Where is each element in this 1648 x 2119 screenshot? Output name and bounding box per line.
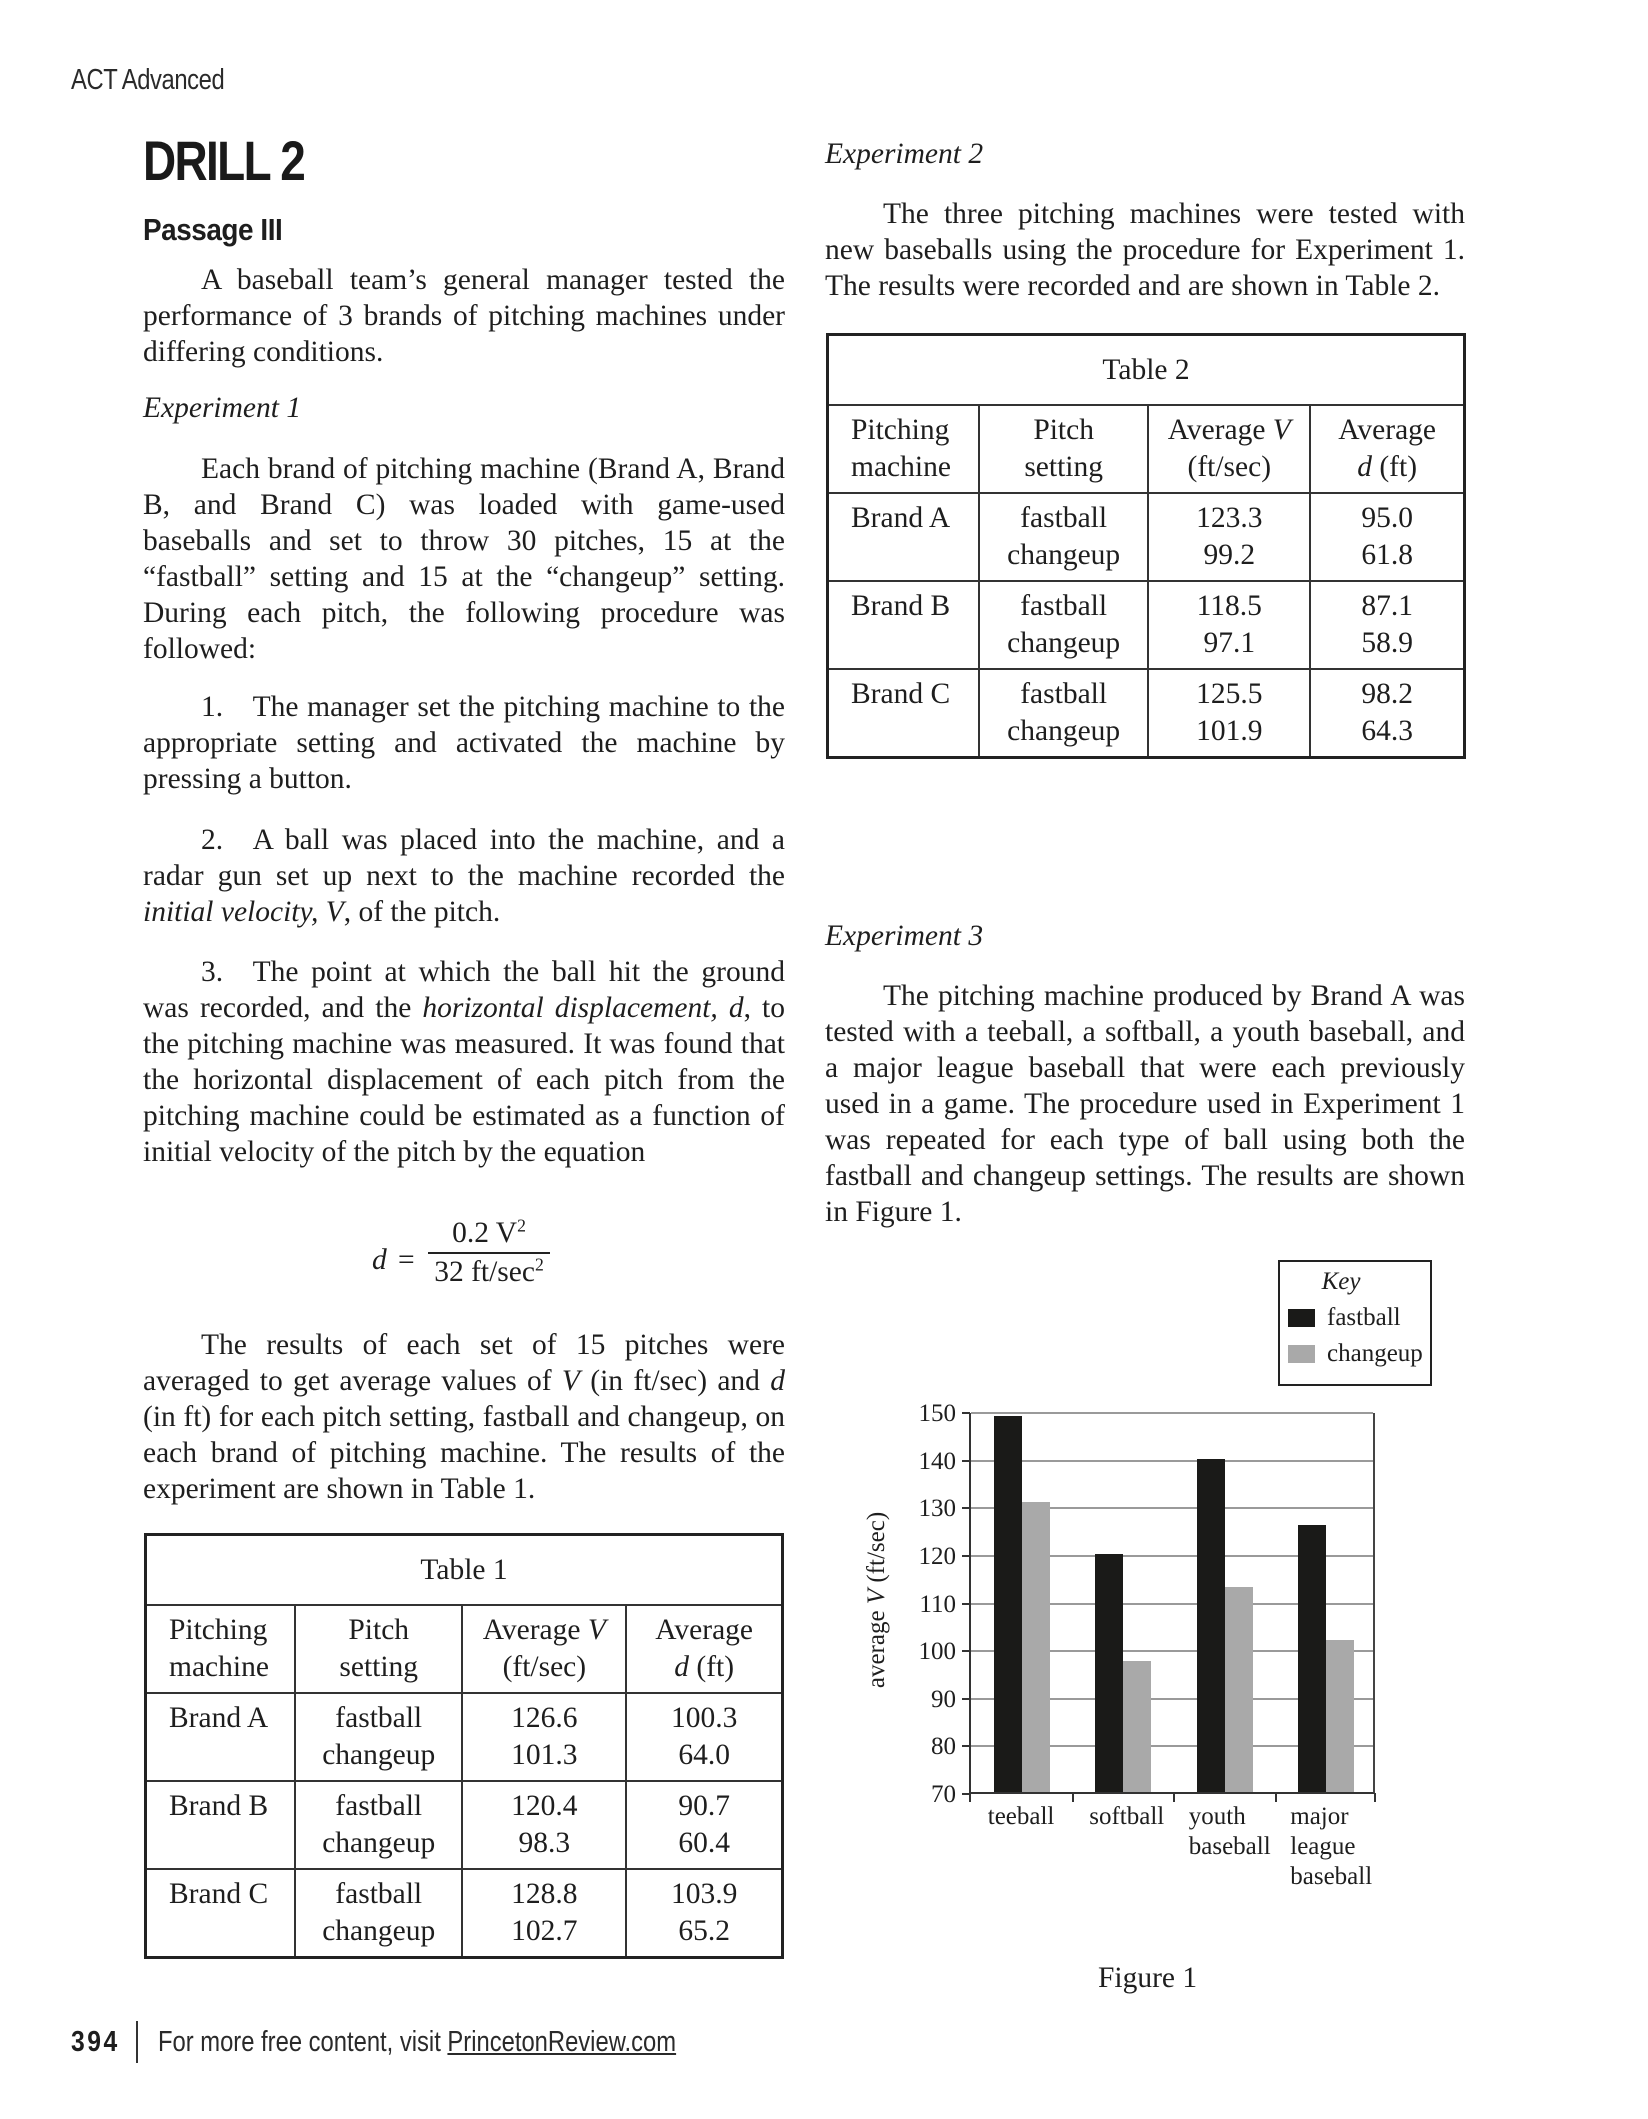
cell-setting: fastball changeup	[979, 669, 1148, 758]
step2-text-b: , of the pitch.	[343, 896, 501, 928]
table-caption: Table 2	[828, 335, 1465, 406]
experiment1-para2	[143, 1327, 785, 1507]
procedure-step-1	[143, 689, 785, 797]
legend-item-fastball	[1280, 1300, 1430, 1336]
bar-fastball	[1095, 1554, 1123, 1792]
header-avg-d: Average d (ft)	[1310, 405, 1464, 493]
experiment1-para1-block	[143, 451, 785, 667]
cell-v: 126.6 101.3	[462, 1693, 626, 1781]
y-tick	[962, 1555, 970, 1557]
table-row	[828, 581, 1465, 669]
step2-text	[143, 822, 785, 930]
y-tick-label: 80	[931, 1733, 956, 1761]
equation-equals: =	[398, 1244, 415, 1276]
cell-setting: fastball changeup	[295, 1693, 462, 1781]
bar-fastball	[1298, 1525, 1326, 1792]
passage-title: Passage III	[143, 212, 283, 247]
cell-v: 118.5 97.1	[1148, 581, 1310, 669]
header-avg-v: Average V (ft/sec)	[462, 1605, 626, 1693]
y-axis-title: average V (ft/sec)	[863, 1511, 890, 1689]
cell-machine: Brand B	[828, 581, 980, 669]
equation-lhs: d	[372, 1244, 387, 1276]
x-tick	[1275, 1793, 1277, 1802]
y-tick	[962, 1412, 970, 1414]
bar-changeup	[1326, 1640, 1354, 1792]
cell-machine: Brand C	[828, 669, 980, 758]
drill-title: DRILL 2	[143, 129, 305, 192]
header-setting: Pitch setting	[295, 1605, 462, 1693]
cell-d: 95.0 61.8	[1310, 493, 1464, 581]
y-tick	[962, 1460, 970, 1462]
procedure-step-2	[143, 822, 785, 930]
y-tick-label: 90	[931, 1685, 956, 1713]
experiment1-para2-block	[143, 1327, 785, 1507]
numerator-text: 0.2 V	[452, 1217, 518, 1249]
y-tick	[962, 1603, 970, 1605]
para2-c: (in ft) for each pitch setting, fastball and changeup, on each brand of pitching machine. The results of the experiment are shown in Table 1.	[143, 1401, 785, 1505]
bar-fastball	[1197, 1459, 1225, 1792]
bar-changeup	[1225, 1587, 1253, 1792]
step1-text: 1. The manager set the pitching machine to the appropriate setting and activated the machine by pressing a button.	[143, 691, 785, 795]
step2-italic: initial velocity, V	[143, 896, 344, 928]
denominator-text: 32 ft/sec	[434, 1256, 535, 1288]
step3-text	[143, 954, 785, 1170]
y-tick	[962, 1507, 970, 1509]
cell-setting: fastball changeup	[295, 1869, 462, 1958]
experiment2-heading-block	[825, 136, 1465, 172]
y-tick-label: 130	[918, 1495, 956, 1523]
para2-d: d	[770, 1365, 785, 1397]
para2-a: The results of each set of 15 pitches were averaged to get average values of	[143, 1329, 785, 1397]
table-header-row	[146, 1605, 783, 1693]
y-tick-label: 150	[918, 1400, 956, 1427]
plot-area	[969, 1413, 1375, 1794]
bar-fastball	[994, 1416, 1022, 1792]
y-tick-label: 100	[918, 1638, 956, 1666]
x-tick-label: major league baseball	[1290, 1803, 1373, 1890]
x-tick	[1173, 1793, 1175, 1802]
footer-divider	[136, 2021, 138, 2063]
cell-d: 98.2 64.3	[1310, 669, 1464, 758]
princeton-review-link[interactable]: PrincetonReview.com	[447, 2025, 677, 2058]
table-header-row	[828, 405, 1465, 493]
legend-item-changeup	[1280, 1336, 1430, 1372]
cell-v: 128.8 102.7	[462, 1869, 626, 1958]
table-row	[828, 493, 1465, 581]
changeup-swatch-icon	[1288, 1345, 1315, 1363]
para2-b: (in ft/sec) and	[579, 1365, 771, 1397]
experiment3-para: The pitching machine produced by Brand A was tested with a teeball, a softball, a youth baseball, and a major league baseball that were each previously used in a game. The procedure used in Experiment 1 was repeated for each type of ball using both the fastball and changeup settings. The results are shown in Figure 1.	[825, 980, 1465, 1228]
y-tick-label: 120	[918, 1542, 956, 1570]
table-2	[826, 333, 1466, 759]
experiment3-heading: Experiment 3	[825, 920, 984, 952]
gridline	[971, 1412, 1373, 1414]
table-row	[146, 1781, 783, 1869]
cell-setting: fastball changeup	[979, 493, 1148, 581]
header-avg-v: Average V (ft/sec)	[1148, 405, 1310, 493]
page-number: 394	[71, 2025, 120, 2058]
intro-text: A baseball team’s general manager tested the performance of 3 brands of pitching machines under differing conditions.	[143, 264, 785, 368]
footer-text	[158, 2026, 676, 2059]
cell-v: 123.3 99.2	[1148, 493, 1310, 581]
table-row	[146, 1693, 783, 1781]
x-tick	[1072, 1793, 1074, 1802]
experiment2-para: The three pitching machines were tested with new baseballs using the procedure for Experiment 1. The results were recorded and are shown in Table 2.	[825, 198, 1465, 302]
x-tick-label: softball	[1089, 1803, 1165, 1830]
table-1	[144, 1533, 784, 1959]
cell-v: 125.5 101.9	[1148, 669, 1310, 758]
y-tick-label: 110	[919, 1590, 956, 1618]
bar-changeup	[1123, 1661, 1151, 1792]
cell-machine: Brand C	[146, 1869, 296, 1958]
header-machine: Pitching machine	[828, 405, 980, 493]
equation-numerator	[428, 1216, 550, 1254]
step3-italic: horizontal displacement, d	[422, 992, 744, 1024]
chart-legend	[1278, 1260, 1432, 1386]
cell-setting: fastball changeup	[979, 581, 1148, 669]
header-avg-d: Average d (ft)	[626, 1605, 782, 1693]
bar-changeup	[1022, 1502, 1050, 1793]
procedure-step-3	[143, 954, 785, 1170]
table-row	[146, 1869, 783, 1958]
intro-paragraph	[143, 262, 785, 370]
experiment1-para1: Each brand of pitching machine (Brand A, Brand B, and Brand C) was loaded with game-used baseballs and set to throw 30 pitches, 15 at the “fastball” setting and 15 at the “changeup” setting. During each pitch, the following procedure was followed:	[143, 453, 785, 665]
experiment3-heading-block	[825, 918, 1465, 954]
cell-machine: Brand B	[146, 1781, 296, 1869]
footer-text-label: For more free content, visit	[158, 2025, 448, 2058]
cell-machine: Brand A	[828, 493, 980, 581]
step2-text-a: 2. A ball was placed into the machine, and a radar gun set up next to the machine recorded the	[143, 824, 785, 892]
equation-denominator	[428, 1254, 550, 1290]
page-footer	[71, 2022, 790, 2062]
x-tick-label: teeball	[987, 1803, 1055, 1830]
y-tick	[962, 1745, 970, 1747]
cell-d: 103.9 65.2	[626, 1869, 782, 1958]
cell-d: 90.7 60.4	[626, 1781, 782, 1869]
cell-d: 87.1 58.9	[1310, 581, 1464, 669]
step3-text-b: , to the pitching machine was measured. It was found that the horizontal displacement of each pitch from the pitching machine could be estimated as a function of initial velocity of the pitch by the equation	[143, 992, 785, 1168]
gridline	[971, 1460, 1373, 1462]
x-tick-label: youth baseball	[1188, 1803, 1271, 1860]
table-row	[828, 669, 1465, 758]
equation-fraction	[428, 1216, 550, 1290]
running-head: ACT Advanced	[71, 64, 225, 96]
y-tick-label: 140	[918, 1447, 956, 1475]
header-setting: Pitch setting	[979, 405, 1148, 493]
legend-label: fastball	[1327, 1304, 1401, 1331]
table-caption: Table 1	[146, 1535, 783, 1606]
experiment1-heading: Experiment 1	[143, 392, 302, 424]
experiment2-heading: Experiment 2	[825, 138, 984, 170]
y-tick	[962, 1698, 970, 1700]
cell-machine: Brand A	[146, 1693, 296, 1781]
figure-caption: Figure 1	[1098, 1962, 1198, 1994]
experiment1-heading-block	[143, 390, 785, 426]
y-tick	[962, 1650, 970, 1652]
legend-label: changeup	[1327, 1340, 1423, 1367]
cell-d: 100.3 64.0	[626, 1693, 782, 1781]
denominator-exponent: 2	[534, 1254, 544, 1275]
numerator-exponent: 2	[517, 1215, 526, 1236]
fastball-swatch-icon	[1288, 1309, 1315, 1327]
cell-setting: fastball changeup	[295, 1781, 462, 1869]
para2-V: V	[561, 1365, 580, 1397]
cell-v: 120.4 98.3	[462, 1781, 626, 1869]
header-machine: Pitching machine	[146, 1605, 296, 1693]
experiment3-para-block	[825, 978, 1465, 1230]
y-tick-label: 70	[931, 1781, 956, 1808]
legend-title: Key	[1321, 1268, 1361, 1295]
step3-text-a: 3. The point at which the ball hit the ground was recorded, and the	[143, 956, 785, 1024]
experiment2-para-block	[825, 196, 1465, 304]
